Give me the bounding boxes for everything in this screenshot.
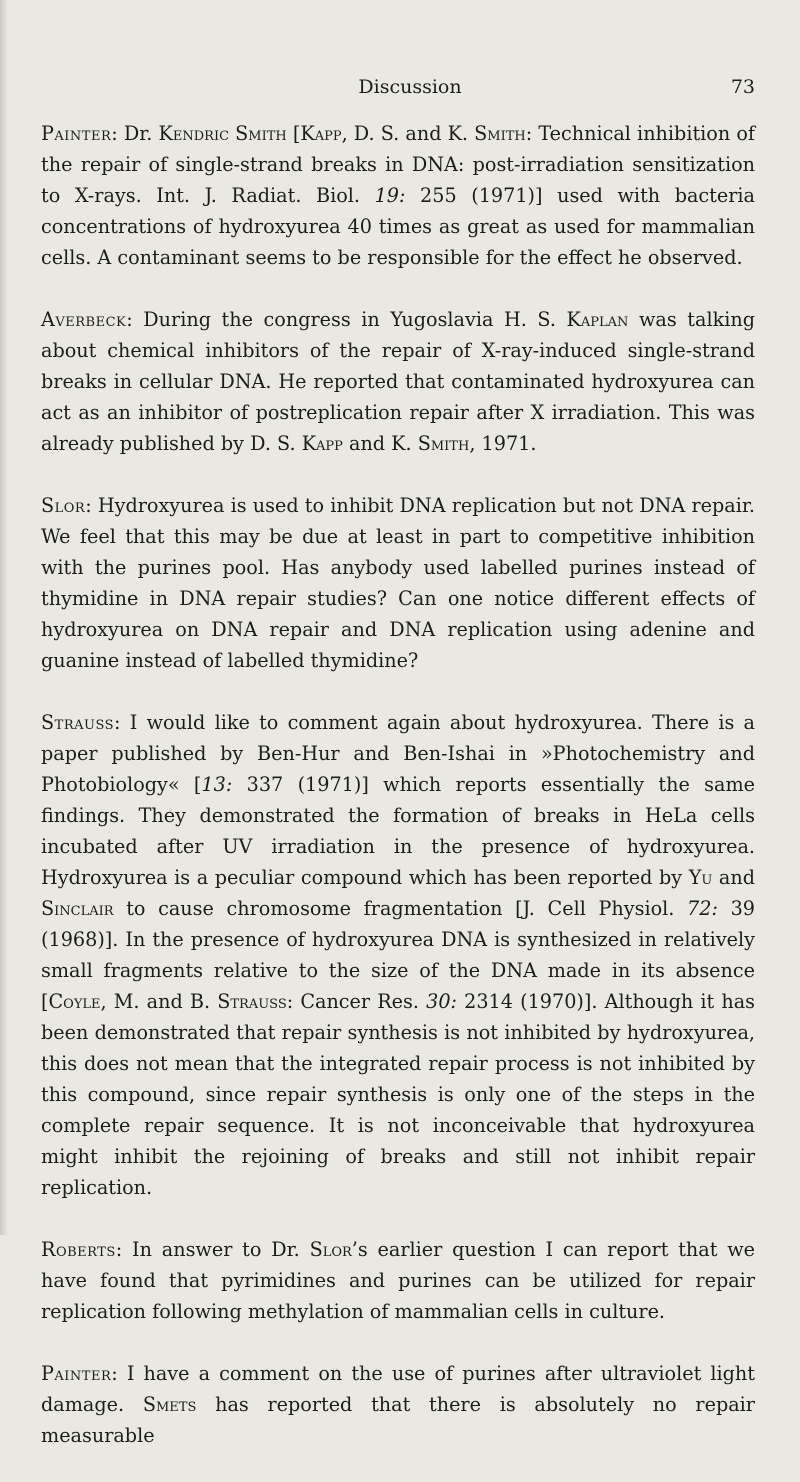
page-header [0,72,800,102]
text-segment: has reported that there is absolutely no repair measurable [41,1393,755,1447]
text-segment: and K. [342,432,418,455]
paragraph [41,1234,755,1327]
text-segment: : Technical inhibition of the repair of single-strand breaks in DNA: post-irradiation sensitization to X-rays. Int. J. Radiat. Biol. [41,122,755,207]
discussion-text [41,118,755,1482]
text-segment: : Dr. [111,122,159,145]
person-name: Yu [688,866,713,889]
text-segment: : Cancer Res. [286,990,427,1013]
person-name: Smith [417,432,470,455]
text-segment: 39 (1968)]. In the presence of hydroxyurea DNA is synthesized in relatively small fragments relative to the size of the DNA made in its absence [ [41,897,756,1013]
text-segment: to cause chromosome fragmentation [J. Cell Physiol. [113,897,688,920]
person-name: Kapp [301,432,343,455]
text-segment: 255 (1971)] used with bacteria concentrations of hydroxyurea 40 times as great as used for mammalian cells. A contaminant seems to be responsible for the effect he observed. [41,184,755,269]
person-name: Strauss [217,990,287,1013]
paragraph [41,490,755,676]
person-name: Sinclair [41,897,114,920]
person-name: Slor [309,1238,352,1261]
text-segment: , M. and B. [100,990,218,1013]
text-segment: : In answer to Dr. [115,1238,310,1261]
text-segment: , 1971. [469,432,537,455]
paragraph [41,304,755,459]
paragraph [41,1358,755,1451]
text-segment: : I would like to comment again about hydroxyurea. There is a paper published by Ben-Hur and Ben-Ishai in »Photochemistry and Photobiology« [ [41,711,755,796]
person-name: Kaplan [566,308,629,331]
text-segment: 2314 (1970)]. Although it has been demonstrated that repair synthesis is not inhibited by hydroxyurea, this does not mean that the integrated repair process is not inhibited by this compound, since repair synthesis is only one of the steps in the complete repair sequence. It is not inconceivable that hydroxyurea might inhibit the rejoining of breaks and still not inhibit repair replication. [41,990,755,1199]
volume-number: 19: [374,184,406,207]
paragraph [41,118,755,273]
text-segment: [ [286,122,301,145]
person-name: Smith [474,122,526,145]
text-segment: ’s earlier question I can report that we have found that pyrimidines and purines can be utilized for repair replication following methylation of mammalian cells in culture. [41,1238,755,1323]
text-segment: : During the congress in Yugoslavia H. S. [126,308,567,331]
page-edge-shadow [0,0,8,1235]
person-name: Coyle [48,990,101,1013]
speaker-name: Painter [41,1362,112,1385]
text-segment: 337 (1971)] which reports essentially the same findings. They demonstrated the formation of breaks in HeLa cells incubated after UV irradiation in the presence of hydroxyurea. Hydroxyurea is a peculiar compound which has been reported by [41,773,755,889]
speaker-name: Roberts [41,1238,116,1261]
speaker-name: Strauss [41,711,115,734]
person-name: Smets [142,1393,197,1416]
page-number: 73 [730,76,755,98]
speaker-name: Painter [41,122,112,145]
text-segment: : I have a comment on the use of purines after ultraviolet light damage. [41,1362,755,1416]
text-segment: and [712,866,755,889]
paragraph [41,707,755,1203]
person-name: Kendric Smith [158,122,287,145]
text-segment: : Hydroxyurea is used to inhibit DNA replication but not DNA repair. We feel that this may be due at least in part to competitive inhibition with the purines pool. Has anybody used labelled purines instead of thymidine in DNA repair studies? Can one notice different effects of hydroxyurea on DNA repair and DNA replication using adenine and guanine instead of labelled thymidine? [41,494,755,672]
volume-number: 30: [426,990,457,1013]
volume-number: 13: [201,773,233,796]
text-segment: , D. S. and K. [341,122,475,145]
text-segment: was talking about chemical inhibitors of the repair of X-ray-induced single-strand breaks in cellular DNA. He reported that contaminated hydroxyurea can act as an inhibitor of postreplication repair after X irradiation. This was already published by D. S. [41,308,755,455]
speaker-name: Slor [41,494,86,517]
running-head: Discussion [358,76,462,98]
speaker-name: Averbeck [41,308,127,331]
volume-number: 72: [687,897,718,920]
person-name: Kapp [300,122,342,145]
